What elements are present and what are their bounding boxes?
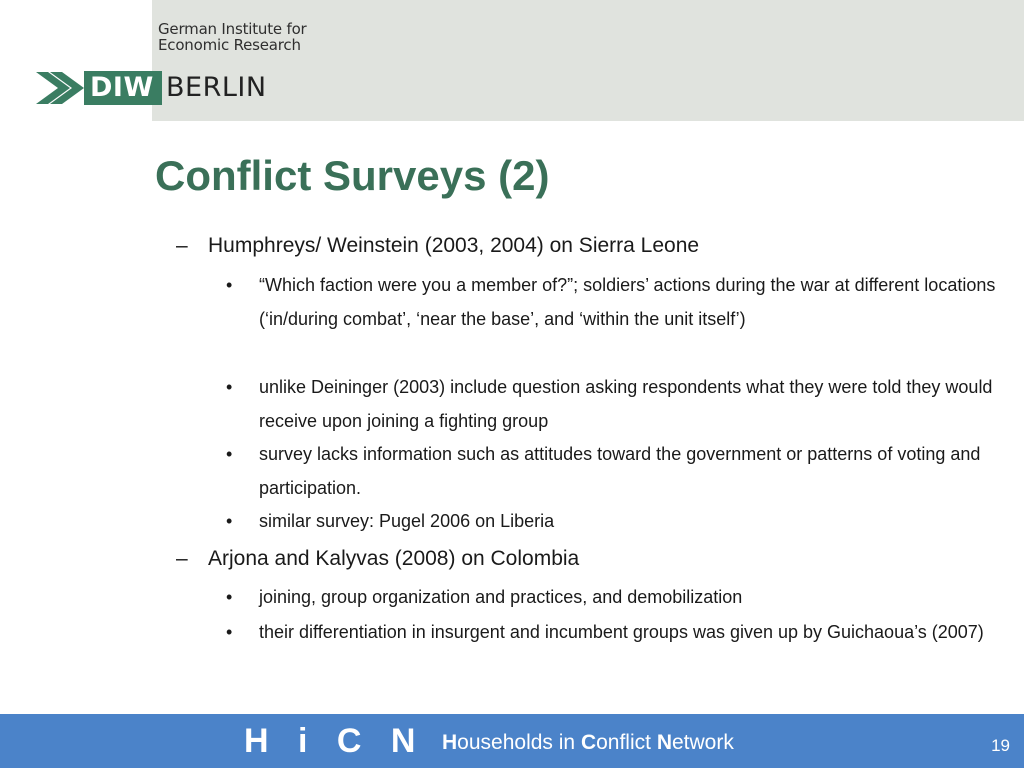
bullet-marker: • bbox=[226, 587, 233, 607]
bullet-text: “Which faction were you a member of?”; soldiers’ actions during the war at different locations (‘in/during combat’, ‘near the base’, and ‘within the unit itself’) bbox=[259, 275, 996, 329]
network-word: etwork bbox=[671, 731, 734, 754]
bullet-text: similar survey: Pugel 2006 on Liberia bbox=[259, 511, 555, 531]
org-name-line2: Economic Research bbox=[158, 36, 301, 54]
bullet-text: their differentiation in insurgent and incumbent groups was given up by Guichaoua’s (2007) bbox=[259, 622, 984, 642]
dash-marker: – bbox=[176, 234, 188, 257]
bullet-marker: • bbox=[226, 511, 233, 531]
hicn-acronym: H i C N bbox=[244, 722, 426, 760]
bullet-marker: • bbox=[226, 444, 233, 464]
bullet-marker: • bbox=[226, 622, 233, 642]
list-item-text: Humphreys/ Weinstein (2003, 2004) on Sierra Leone bbox=[208, 234, 700, 257]
diw-logo-mark-icon bbox=[36, 70, 86, 106]
network-word: onflict bbox=[596, 731, 657, 754]
bullet-text: survey lacks information such as attitudes toward the government or patterns of voting and participation. bbox=[259, 444, 981, 498]
page-number: 19 bbox=[991, 736, 1010, 755]
network-initial: C bbox=[580, 731, 597, 754]
list-item-text: Arjona and Kalyvas (2008) on Colombia bbox=[208, 547, 580, 570]
network-word: in bbox=[558, 731, 581, 754]
dash-marker: – bbox=[176, 547, 188, 570]
footer-bar bbox=[0, 714, 1024, 768]
network-word: ouseholds bbox=[457, 731, 559, 754]
bullet-marker: • bbox=[226, 275, 233, 295]
header-band bbox=[152, 0, 1024, 121]
org-name-line1: German Institute for bbox=[158, 20, 307, 38]
network-initial: H bbox=[442, 731, 458, 754]
logo-diw-text: DIW bbox=[84, 71, 162, 105]
logo-berlin-text: BERLIN bbox=[166, 72, 267, 103]
slide-title: Conflict Surveys (2) bbox=[155, 152, 550, 199]
bullet-text: joining, group organization and practices, and demobilization bbox=[259, 587, 743, 607]
network-initial: N bbox=[656, 731, 672, 754]
bullet-text: unlike Deininger (2003) include question asking respondents what they were told they would receive upon joining a fighting group bbox=[259, 377, 993, 431]
network-name bbox=[442, 730, 734, 756]
bullet-marker: • bbox=[226, 377, 233, 397]
